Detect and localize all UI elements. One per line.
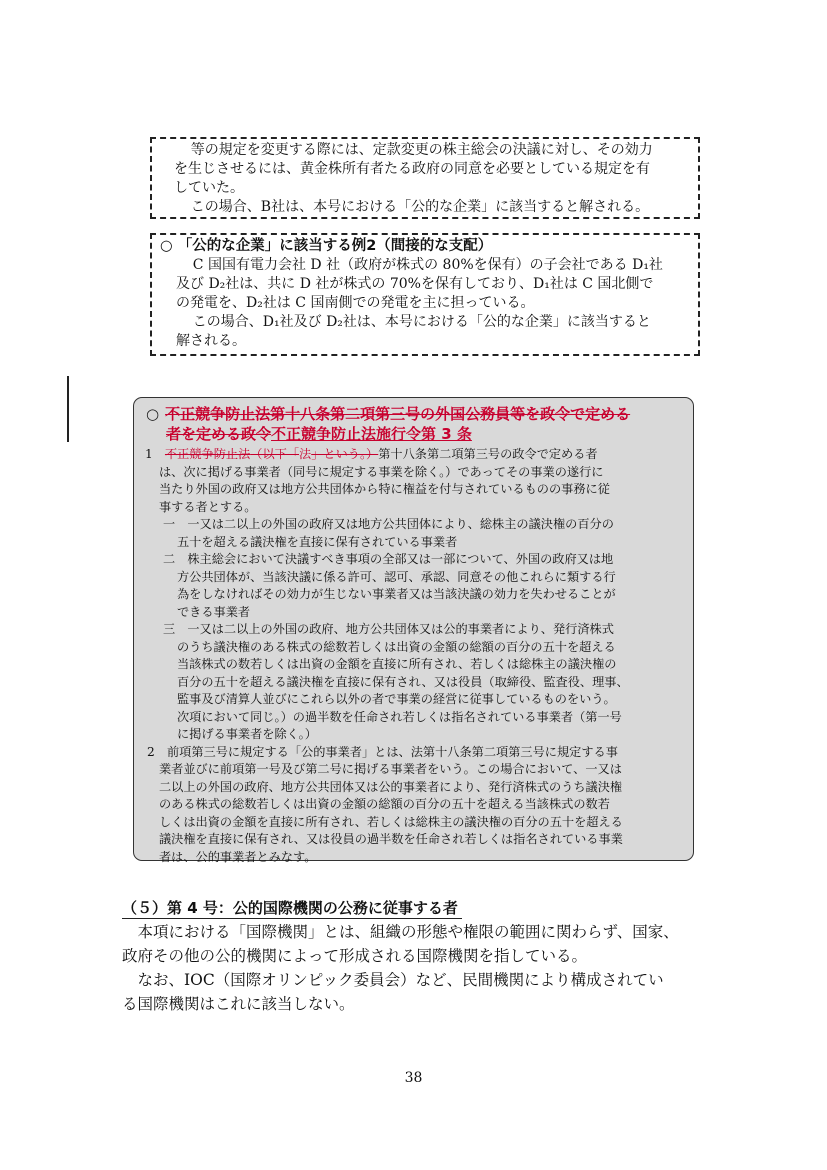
ordinance-line: 業者並びに前項第一号及び第二号に掲げる事業者をいう。この場合において、一又は xyxy=(159,762,622,776)
article-number: 1 xyxy=(145,447,153,461)
box1-line: していた。 xyxy=(174,180,244,196)
ordinance-line: 二以上の外国の政府、地方公共団体又は公的事業者により、発行済株式のうち議決権 xyxy=(159,779,623,794)
deleted-text: 」という。） xyxy=(311,447,379,461)
ordinance-line: 2 前項第三号に規定する「公的事業者」とは、法第十八条第二項第三号に規定する事 xyxy=(147,744,618,759)
ordinance-box xyxy=(133,397,694,864)
ordinance-line: 当たり外国の政府又は地方公共団体から特に権益を付与されているものの事務に従 xyxy=(159,482,610,496)
section-5-line: る国際機関はこれに該当しない。 xyxy=(122,995,355,1013)
revision-bar xyxy=(67,376,69,442)
ordinance-line: は、次に掲げる事業者（同号に規定する事業を除く。）であってその事業の遂行に xyxy=(159,464,604,479)
ordinance-line: 方公共団体が、当該決議に係る許可、認可、承認、同意その他これらに類する行 xyxy=(177,569,616,584)
section-5-title: （５）第 4 号：公的国際機関の公務に従事する者 xyxy=(122,898,462,919)
ordinance-line: 二 株主総会において決議すべき事項の全部又は一部について、外国の政府又は地 xyxy=(163,552,614,566)
inserted-text: 法 xyxy=(299,447,312,461)
article-1-first-line xyxy=(145,446,629,464)
example-2-heading: ○ 「公的な企業」に該当する例2（間接的な支配） xyxy=(160,238,493,254)
box1-line: 等の規定を変更する際には、定款変更の株主総会の決議に対し、その効力 xyxy=(190,142,653,158)
deleted-heading-part: 者を定める政令 xyxy=(166,425,272,443)
ordinance-line: 百分の五十を超える議決権を直接に保有され、又は役員（取締役、監査役、理事、 xyxy=(177,674,629,689)
ordinance-line: 一 一又は二以上の外国の政府又は地方公共団体により、総株主の議決権の百分の xyxy=(163,517,614,531)
inserted-heading-part: 不正競争防止法施行令第 3 条 xyxy=(271,425,472,443)
ordinance-line: 当該株式の数若しくは出資の金額を直接に所有され、若しくは総株主の議決権の xyxy=(177,657,617,671)
deleted-heading-line1: 不正競争防止法第十八条第二項第三号の外国公務員等を政令で定める xyxy=(165,405,631,423)
ordinance-line: 五十を超える議決権を直接に保有されている事業者 xyxy=(177,534,458,549)
box2-line: C 国国有電力会社 D 社（政府が株式の 80%を保有）の子会社である D₁社 xyxy=(192,257,663,273)
ordinance-line: 次項において同じ。）の過半数を任命され若しくは指名されている事業者（第一号 xyxy=(177,709,622,724)
example-box-1 xyxy=(150,137,700,219)
ordinance-line: できる事業者 xyxy=(177,604,251,619)
page-number: 38 xyxy=(404,1070,423,1086)
deleted-text: 不正競争防止法 xyxy=(164,447,251,461)
ordinance-line: のある株式の総数若しくは出資の金額の総額の百分の五十を超える当該株式の数若 xyxy=(159,797,610,811)
box2-line: の発電を、D₂社は C 国南側での発電を主に担っている。 xyxy=(176,295,535,311)
section-5-line: なお、IOC（国際オリンピック委員会）など、民間機関により構成されてい xyxy=(137,971,664,989)
example-box-2 xyxy=(150,233,700,356)
ordinance-line: のうち議決権のある株式の総数若しくは出資の金額の総額の百分の五十を超える xyxy=(177,639,616,654)
deleted-text: （以下「 xyxy=(250,447,300,461)
ordinance-line: に掲げる事業者を除く。） xyxy=(177,727,317,741)
box2-line: 及び D₂社は、共に D 社が株式の 70%を保有しており、D₁社は C 国北側で xyxy=(176,276,654,292)
section-5-line: 本項における「国際機関」とは、組織の形態や権限の範囲に関わらず、国家、 xyxy=(137,923,679,941)
box1-line: を生じさせるには、黄金株所有者たる政府の同意を必要としている規定を有 xyxy=(174,161,650,177)
ordinance-line: 事する者とする。 xyxy=(159,499,257,514)
ordinance-line: 三 一又は二以上の外国の政府、地方公共団体又は公的事業者により、発行済株式 xyxy=(163,622,614,636)
ordinance-body xyxy=(145,446,629,866)
circle-bullet: ○ xyxy=(146,405,160,423)
ordinance-line: 者は、公的事業者とみなす。 xyxy=(159,849,317,864)
box2-line: 解される。 xyxy=(176,333,246,349)
ordinance-line: 為をしなければその効力が生じない事業者又は当該決議の効力を失わせることが xyxy=(177,587,616,601)
box1-line: この場合、B社は、本号における「公的な企業」に該当すると解される。 xyxy=(190,199,650,215)
ordinance-line: 議決権を直接に保有され、又は役員の過半数を任命され若しくは指名されている事業 xyxy=(159,832,623,846)
ordinance-line: 監事及び清算人並びにこれら以外の者で事業の経営に従事しているものをいう。 xyxy=(177,692,616,706)
ordinance-line: しくは出資の金額を直接に所有され、若しくは総株主の議決権の百分の五十を超える xyxy=(159,814,623,829)
ordinance-heading xyxy=(146,404,630,444)
box2-line: この場合、D₁社及び D₂社は、本号における「公的な企業」に該当すると xyxy=(192,314,651,330)
article-1-text: 第十八条第二項第三号の政令で定める者 xyxy=(378,447,598,461)
section-5-line: 政府その他の公的機関によって形成される国際機関を指している。 xyxy=(122,947,588,965)
section-5 xyxy=(122,896,679,1016)
